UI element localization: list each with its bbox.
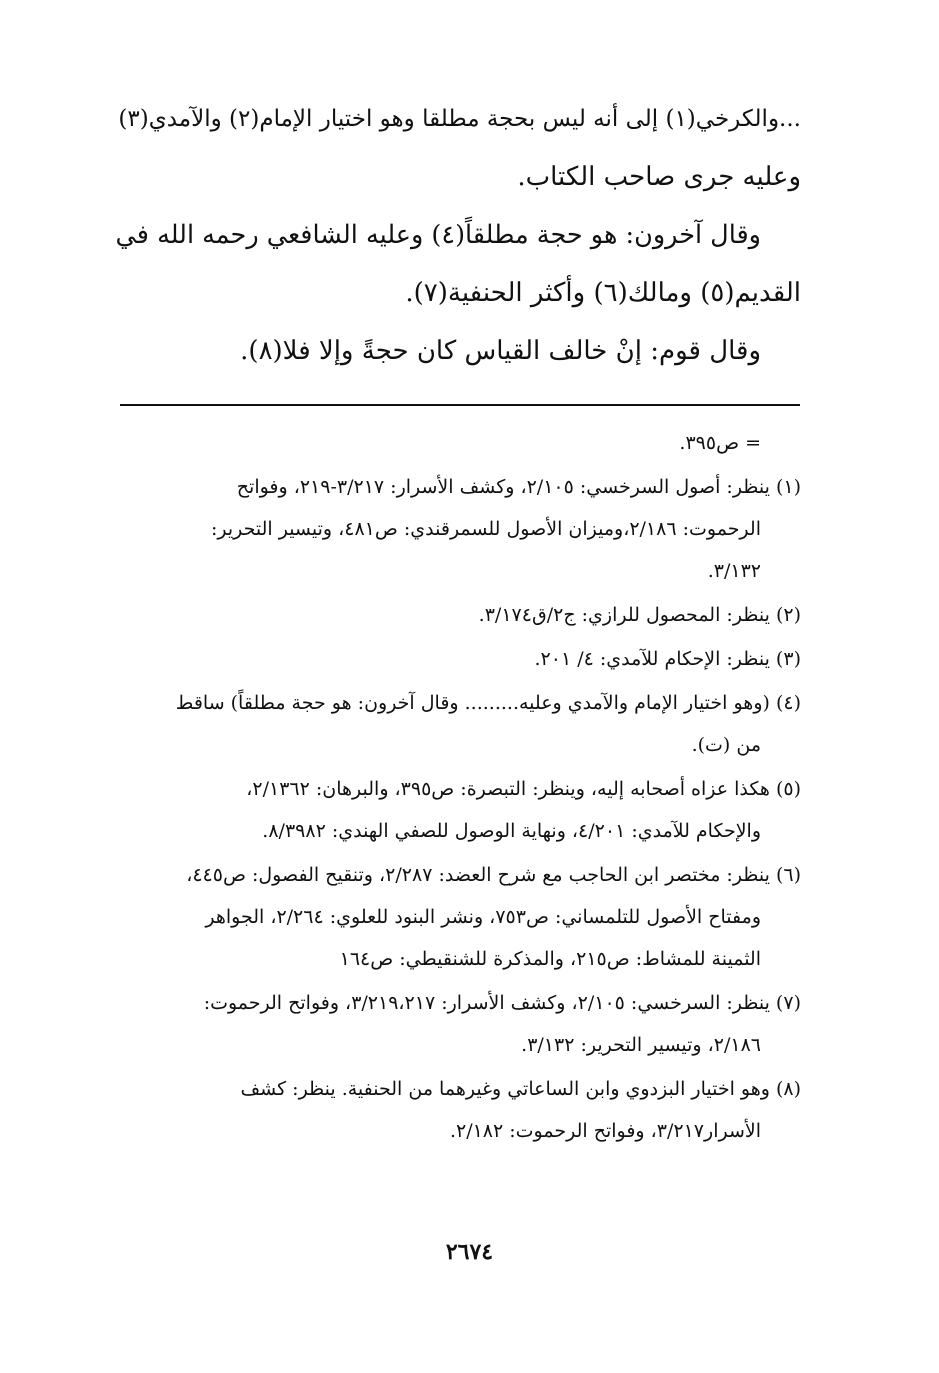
footnote-line: والإحكام للآمدي: ٤/٢٠١، ونهاية الوصول للصفي الهندي: ٨/٣٩٨٢.	[262, 820, 761, 842]
footnote-line: ٣/١٣٢.	[707, 560, 761, 582]
main-line: وقال آخرون: هو حجة مطلقاً(٤) وعليه الشافعي رحمه الله في	[115, 220, 761, 250]
footnote-separator	[120, 404, 800, 406]
footnote-line: (٤) (وهو اختيار الإمام والآمدي وعليه......... وقال آخرون: هو حجة مطلقاً) ساقط	[175, 692, 801, 714]
main-line: ...والكرخي(١) إلى أنه ليس بحجة مطلقا وهو اختيار الإمام(٢) والآمدي(٣)	[118, 106, 801, 132]
footnote-line: (٥) هكذا عزاه أصحابه إليه، وينظر: التبصرة: ص٣٩٥، والبرهان: ٢/١٣٦٢،	[246, 778, 801, 800]
page-number: ٢٦٧٤	[445, 1239, 494, 1265]
main-line: وعليه جرى صاحب الكتاب.	[517, 162, 801, 192]
footnote-line: من (ت).	[691, 734, 761, 756]
footnote-line: (٣) ينظر: الإحكام للآمدي: ٤/ ٢٠١.	[534, 648, 801, 670]
footnote-line: (٨) وهو اختيار البزدوي وابن الساعاتي وغيرهما من الحنفية. ينظر: كشف	[240, 1078, 801, 1100]
main-line: وقال قوم: إنْ خالف القياس كان حجةً وإلا فلا(٨).	[240, 336, 761, 366]
footnote-line: ومفتاح الأصول للتلمساني: ص٧٥٣، ونشر البنود للعلوي: ٢/٢٦٤، الجواهر	[205, 906, 761, 928]
footnote-line: (١) ينظر: أصول السرخسي: ٢/١٠٥، وكشف الأسرار: ٣/٢١٧-٢١٩، وفواتح	[236, 476, 801, 498]
main-text	[111, 90, 801, 380]
footnote-line: (٦) ينظر: مختصر ابن الحاجب مع شرح العضد: ٢/٢٨٧، وتنقيح الفصول: ص٤٤٥،	[186, 864, 801, 886]
footnote-line: الثمينة للمشاط: ص٢١٥، والمذكرة للشنقيطي: ص١٦٤	[339, 948, 761, 970]
footnote-line: الأسرار٣/٢١٧، وفواتح الرحموت: ٢/١٨٢.	[449, 1120, 761, 1142]
footnote-line: ٢/١٨٦، وتيسير التحرير: ٣/١٣٢.	[521, 1034, 761, 1056]
footnote-line: (٧) ينظر: السرخسي: ٢/١٠٥، وكشف الأسرار: ٣/٢١٩،٢١٧، وفواتح الرحموت:	[203, 992, 801, 1014]
footnote-line: (٢) ينظر: المحصول للرازي: ج٢/ق٣/١٧٤.	[478, 604, 801, 626]
footnote-line: الرحموت: ٢/١٨٦،وميزان الأصول للسمرقندي: ص٤٨١، وتيسير التحرير:	[210, 518, 761, 540]
footnotes	[119, 422, 801, 1152]
main-line: القديم(٥) ومالك(٦) وأكثر الحنفية(٧).	[405, 278, 801, 308]
footnote-continuation: = ص٣٩٥.	[679, 432, 761, 454]
